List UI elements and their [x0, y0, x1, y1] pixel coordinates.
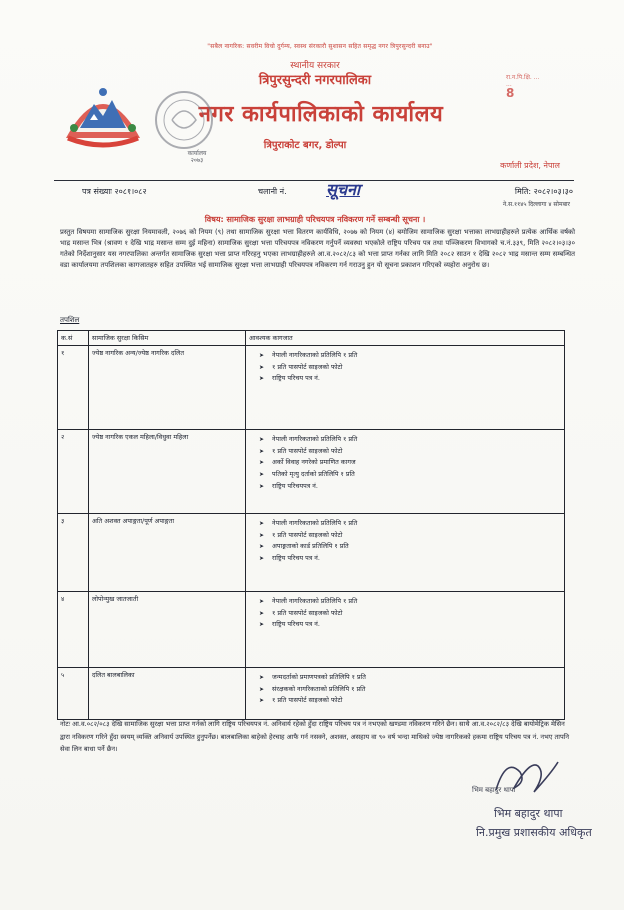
row-serial: १ — [58, 346, 89, 430]
municipality-name: त्रिपुरसुन्दरी नगरपालिका — [258, 73, 372, 88]
document-item: ➤ संरक्षकको नागरिकताको प्रतिलिपि १ प्रति — [259, 684, 561, 696]
motto: "सबैल नागरिक: सवरीम विचो दुर्गम्य, स्वस्थ संरकारौ सुशासन सहित समृद्ध नगर त्रिपुरसुन्दरी बनाउ" — [207, 43, 433, 50]
registration-badge: रा.न.पि.क्षि. ... ... 8 — [506, 74, 540, 100]
document-item: ➤ राष्ट्रिय परिचय पत्र नं. — [259, 373, 561, 385]
document-item: ➤ राष्ट्रिय परिचय पत्र नं. — [259, 553, 561, 565]
document-item: ➤ १ प्रति पासपोर्ट साइजको फोटो — [259, 695, 561, 707]
table-row — [58, 430, 565, 514]
row-documents — [246, 514, 565, 592]
row-serial: ५ — [58, 668, 89, 720]
document-item: ➤ नेपाली नागरिकताको प्रतिलिपि १ प्रति — [259, 434, 561, 446]
row-serial: ४ — [58, 592, 89, 668]
table-row — [58, 346, 565, 430]
government-emblem-icon — [60, 68, 146, 148]
document-item: ➤ जन्मदर्ताको प्रमाणपत्रको प्रतिलिपि १ प्रति — [259, 672, 561, 684]
document-item: ➤ राष्ट्रिय परिचयपत्र नं. — [259, 481, 561, 493]
document-item: ➤ १ प्रति पासपोर्ट साइजको फोटो — [259, 530, 561, 542]
document-item: ➤ १ प्रति पासपोर्ट साइजको फोटो — [259, 608, 561, 620]
row-documents — [246, 346, 565, 430]
province-label: कर्णाली प्रदेश, नेपाल — [500, 161, 560, 170]
body-paragraph: प्रस्तुत विषयमा सामाजिक सुरक्षा नियमावली, २०७६ को नियम (९) तथा सामाजिक सुरक्षा भत्ता वितरण कार्यविधि, २०७७ को नियम (४) बमोजिम सामाजिक सुरक्षा भत्ताका लाभग्राहीहरुले प्रत्येक आर्थिक वर्षको भाद्र मसान्त भित्र (श्रावण १ देखि भाद्र मसान्त सम्म दुई महिना) सामाजिक सुरक्षा भत्ता परिचयपत्र नविकरण गर्नुपर्ने व्यवस्था भएकोले राष्ट्रिय परिचय पत्र तथा पञ्जिकरण विभागको च.नं.३३९, मिति २०८२।०३।३० गतेको निर्देशानुसार यस नगरपालिका अन्तर्गत सामाजिक सुरक्षा भत्ता प्राप्त गरिरहनु भएका लाभग्राहीहरुले आ.व.२०८२/८३ को भत्ता प्राप्त गर्नका लागि मिति २०८२ साउन १ देखि २०८२ भाद्र मसान्त सम्म सम्बन्धित वडा कार्यालयमा तपशिलका कागजातहरु सहित उपस्थित भई सामाजिक सुरक्षा भत्ता लाभग्राही परिचयपत्र नविकरण गर्न गराउनु हुन यो सूचना प्रकाशन गरिएको व्यहोरा अनुरोध छ। — [60, 228, 575, 269]
document-item: ➤ १ प्रति पासपोर्ट साइजको फोटो — [259, 446, 561, 458]
row-serial: २ — [58, 430, 89, 514]
row-serial: ३ — [58, 514, 89, 592]
table-row — [58, 668, 565, 720]
document-item: ➤ अर्को विवाह नगरेको प्रमाणित कागज — [259, 457, 561, 469]
header-divider — [54, 180, 574, 181]
notice-heading: सूचना — [326, 180, 361, 199]
subject-line: विषय: सामाजिक सुरक्षा लाभग्राही परिचयपत्र नविकरण गर्ने सम्बन्धी सूचना । — [204, 215, 426, 224]
signatory-small-name: भिम बहादुर थापा — [472, 786, 516, 794]
dispatch-number: चलानी नं. — [258, 187, 287, 196]
document-item: ➤ अपाङ्गताको कार्ड प्रतिलिपि १ प्रति — [259, 541, 561, 553]
row-category: लोपोन्मुख जातजाती — [89, 592, 246, 668]
note-paragraph: नोटः आ.व.०८२/०८३ देखि सामाजिक सुरक्षा भत्ता प्राप्त गर्नको लागि राष्ट्रिय परिचयपत्र नं. अनिवार्य रहेको हुँदा राष्ट्रिय परिचय पत्र नं नभएको खण्डमा नविकरण गरिने छैन। साथै आ.व.२०८२/८३ देखि बायोमेट्रिक मेसिन द्वारा नविकरण गरिने हुँदा स्वयम् व्यक्ति अनिवार्य उपस्थित हुनुपर्नेछ। बालबालिका बाहेको हेरचाह आफै गर्न नसक्ने, अशक्त, असहाय वा ९० वर्ष भन्दा माथिको ज्येष्ठ नागरिकको हकमा राष्ट्रिय परिचय पत्र नं. नभए तापनि सेवा लिन बाधा पर्ने छैन। — [60, 720, 570, 754]
reference-row — [58, 180, 578, 199]
issue-date: मिति: २०८२।०३।३० — [514, 187, 573, 196]
row-documents — [246, 430, 565, 514]
row-documents — [246, 668, 565, 720]
row-category: ज्येष्ठ नागरिक एकल महिला/विधुवा महिला — [89, 430, 246, 514]
stamp-text: कार्यालय २०७३ — [187, 150, 207, 164]
header-documents: आवश्यक कागजात — [246, 331, 565, 346]
row-category: ज्येष्ठ नागरिक अन्य/ज्येष्ठ नागरिक दलित — [89, 346, 246, 430]
document-item: ➤ नेपाली नागरिकताको प्रतिलिपि १ प्रति — [259, 518, 561, 530]
document-item: ➤ पतिको मृत्यु दर्ताको प्रतिलिपि १ प्रति — [259, 469, 561, 481]
table-row — [58, 514, 565, 592]
nepal-sambat-date: ने.स.११४५ दिल्लागा ४ सोमबार — [502, 201, 570, 208]
office-address: त्रिपुराकोट बगर, डोल्पा — [263, 140, 347, 151]
office-title: नगर कार्यपालिकाको कार्यालय — [198, 102, 444, 127]
signatory-name: भिम बहादुर थापा — [494, 807, 563, 820]
table-header-row — [58, 331, 565, 346]
document-item: ➤ १ प्रति पासपोर्ट साइजको फोटो — [259, 362, 561, 374]
letter-number: पत्र संख्याः २०८१।०८२ — [82, 187, 147, 196]
header-serial: क.सं — [58, 331, 89, 346]
local-government-label: स्थानीय सरकार — [290, 61, 340, 71]
document-item: ➤ राष्ट्रिय परिचय पत्र नं. — [259, 619, 561, 631]
annex-label: तपशिल — [60, 316, 80, 324]
header-category: सामाजिक सुरक्षा किसिम — [89, 331, 246, 346]
row-category: अति अशक्त अपाङ्गता/पूर्ण अपाङ्गता — [89, 514, 246, 592]
signatory-title: नि.प्रमुख प्रशासकीय अधिकृत — [476, 826, 592, 839]
document-item: ➤ नेपाली नागरिकताको प्रतिलिपि १ प्रति — [259, 350, 561, 362]
row-documents — [246, 592, 565, 668]
requirements-table — [57, 330, 565, 720]
document-item: ➤ नेपाली नागरिकताको प्रतिलिपि १ प्रति — [259, 596, 561, 608]
row-category: दलित बालबालिका — [89, 668, 246, 720]
table-row — [58, 592, 565, 668]
